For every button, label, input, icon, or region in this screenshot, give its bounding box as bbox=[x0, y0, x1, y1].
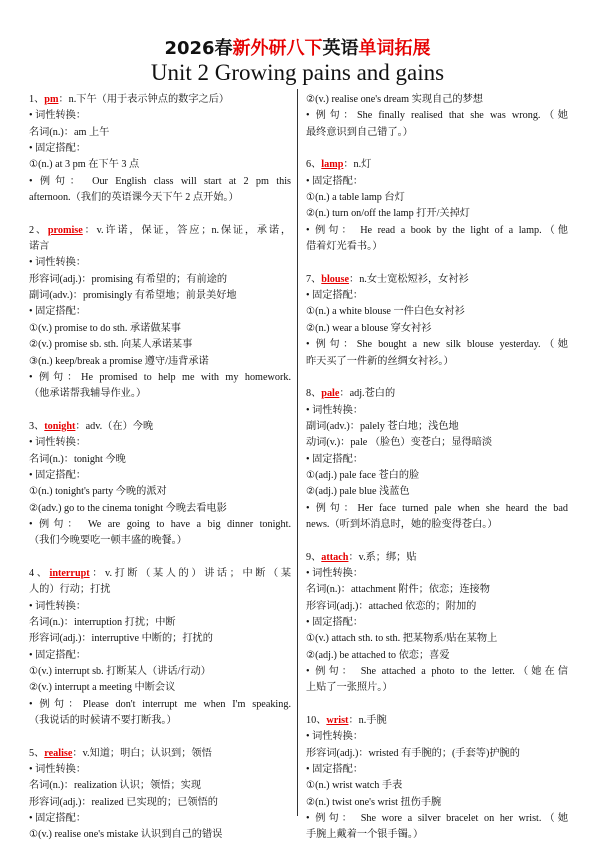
headword: interrupt bbox=[49, 567, 90, 579]
column-divider bbox=[297, 89, 298, 816]
page-title bbox=[0, 34, 595, 60]
entry-spacer bbox=[306, 533, 568, 549]
entry-line: 昨天买了一件新的丝绸女衬衫。） bbox=[306, 355, 454, 367]
entry-heading bbox=[29, 223, 291, 239]
entry-line: • 例句：She bought a new silk blouse yesterday.（她 bbox=[306, 339, 568, 351]
entry-line: 形容词(adj.)：attached 依恋的；附加的 bbox=[306, 600, 477, 612]
entry-number: 9、 bbox=[306, 551, 322, 563]
headword: wrist bbox=[326, 715, 349, 727]
entry-line: 动词(v.)：pale （脸色）变苍白；显得暗淡 bbox=[306, 437, 493, 449]
entry-heading bbox=[306, 272, 568, 288]
entry-line: • 例句： He read a book by the light of a lamp.（他 bbox=[306, 224, 568, 236]
headword: realise bbox=[44, 747, 73, 759]
entry-line: ①(n.) wrist watch 手表 bbox=[306, 780, 403, 792]
entry-line: • 词性转换： bbox=[29, 257, 87, 269]
entry-line: • 例句：She finally realised that she was wrong.（她 bbox=[306, 110, 568, 122]
entry-number: 5、 bbox=[29, 747, 45, 759]
entry-spacer bbox=[306, 697, 568, 713]
headword: lamp bbox=[321, 159, 344, 171]
entry-line: • 例句： We are going to have a big dinner tonight. bbox=[29, 518, 291, 530]
entry-line: （他承诺帮我辅导作业。） bbox=[29, 388, 147, 400]
entry-line: （我们今晚要吃一顿丰盛的晚餐。） bbox=[29, 535, 187, 547]
entry-number: 1、 bbox=[29, 94, 45, 105]
headword: promise bbox=[47, 224, 83, 236]
entry-line: 诺言 bbox=[29, 241, 50, 253]
entry-number: 2、 bbox=[29, 224, 48, 236]
entry-line: • 例句： Our English class will start at 2 pm this bbox=[29, 175, 291, 187]
entry-line: • 词性转换： bbox=[306, 404, 364, 416]
entry-spacer bbox=[306, 370, 568, 386]
entry-line: 名词(n.)：tonight 今晚 bbox=[29, 453, 126, 465]
entry-definition: ：v.系；绑；贴 bbox=[348, 551, 417, 563]
entry-line: • 词性转换： bbox=[29, 600, 87, 612]
headword: pm bbox=[44, 94, 59, 105]
entry-line: ①(n.) a white blouse 一件白色女衬衫 bbox=[306, 306, 465, 318]
entry-line: ③(n.) keep/break a promise 遵守/违背承诺 bbox=[29, 355, 209, 367]
entry-line: • 固定搭配： bbox=[29, 469, 87, 481]
entry-line: 人的）行动；打扰 bbox=[29, 584, 111, 596]
entry-line: • 固定搭配： bbox=[29, 306, 87, 318]
entry-line: ②(adj.) pale blue 浅蓝色 bbox=[306, 486, 410, 498]
title-year: 2026 bbox=[164, 38, 215, 59]
entry-line: • 词性转换： bbox=[306, 567, 364, 579]
entry-definition: ：v.许诺，保证，答应；n.保证，承诺， bbox=[82, 224, 292, 236]
entry-line: • 例句：Please don't interrupt me when I'm speaking. bbox=[29, 698, 291, 710]
entry-line: ②(adj.) be attached to 依恋；喜爱 bbox=[306, 649, 450, 661]
entry-line: • 固定搭配： bbox=[306, 764, 364, 776]
entry-line: ①(v.) interrupt sb. 打断某人（讲话/行动） bbox=[29, 666, 211, 678]
entry-number: 8、 bbox=[306, 388, 322, 400]
entry-spacer bbox=[29, 550, 291, 566]
headword: pale bbox=[321, 388, 340, 400]
entry-definition: ：n.下午（用于表示钟点的数字之后） bbox=[58, 94, 230, 105]
entry-definition: ：n.女士宽松短衫，女衬衫 bbox=[349, 273, 469, 285]
entry-line: 副词(adv.)：promisingly 有希望地；前景美好地 bbox=[29, 290, 237, 302]
entry-line: • 固定搭配： bbox=[306, 453, 364, 465]
unit-title: Unit 2 Growing pains and gains bbox=[150, 60, 445, 85]
entry-heading bbox=[29, 419, 291, 435]
entry-heading bbox=[29, 746, 291, 762]
entry-line: ①(v.) realise one's mistake 认识到自己的错误 bbox=[29, 829, 223, 841]
entry-line: • 固定搭配： bbox=[306, 617, 364, 628]
entry-number: 10、 bbox=[306, 715, 327, 727]
entry-line: • 词性转换： bbox=[29, 110, 87, 122]
entry-spacer bbox=[306, 255, 568, 271]
entry-heading bbox=[306, 157, 568, 173]
entry-line: 名词(n.)：interruption 打扰；中断 bbox=[29, 617, 176, 628]
entry-line: ②(n.) twist one's wrist 扭伤手腕 bbox=[306, 796, 442, 808]
entry-spacer bbox=[29, 403, 291, 419]
entry-heading bbox=[29, 566, 291, 582]
entry-line: • 固定搭配： bbox=[306, 175, 364, 187]
entry-line: ①(v.) promise to do sth. 承诺做某事 bbox=[29, 322, 181, 334]
entry-line: 上贴了一张照片。） bbox=[306, 682, 393, 694]
entry-heading bbox=[306, 386, 568, 402]
entry-number: 7、 bbox=[306, 273, 322, 285]
entry-line: ①(adj.) pale face 苍白的脸 bbox=[306, 469, 420, 481]
entry-line: 形容词(adj.)：realized 已实现的；已领悟的 bbox=[29, 796, 218, 808]
entry-definition: ：adj.苍白的 bbox=[339, 388, 396, 400]
entry-line: • 词性转换： bbox=[306, 731, 364, 743]
entry-line: ②(n.) turn on/off the lamp 打开/关掉灯 bbox=[306, 208, 470, 220]
entry-line: 形容词(adj.)：promising 有希望的；有前途的 bbox=[29, 273, 228, 285]
headword: tonight bbox=[44, 420, 76, 432]
entry-number: 4、 bbox=[29, 567, 50, 579]
headword: blouse bbox=[321, 273, 350, 285]
entry-line: • 词性转换： bbox=[29, 437, 87, 449]
entry-line: • 例句： She attached a photo to the letter.（她在信 bbox=[306, 666, 568, 678]
entry-line: 名词(n.)：attachment 附件；依恋；连接物 bbox=[306, 584, 490, 596]
entry-line: • 固定搭配： bbox=[29, 649, 87, 661]
entry-line: 名词(n.)：realization 认识；领悟；实现 bbox=[29, 780, 202, 792]
entry-line: news.（听到坏消息时，她的脸变得苍白。） bbox=[306, 518, 498, 530]
entry-line: 最终意识到自己错了。） bbox=[306, 126, 413, 138]
entry-line: • 例句：Her face turned pale when she heard the bad bbox=[306, 502, 568, 514]
entry-definition: ：adv.（在）今晚 bbox=[75, 420, 154, 432]
title-series: 新外研八下 bbox=[232, 38, 323, 59]
entry-heading bbox=[306, 713, 568, 729]
entry-line: • 例句：He promised to help me with my homework. bbox=[29, 371, 291, 383]
entry-line: 名词(n.)：am 上午 bbox=[29, 126, 110, 138]
entry-line: • 例句： She wore a silver bracelet on her wrist.（她 bbox=[306, 813, 568, 825]
entry-definition: ：n.灯 bbox=[343, 159, 372, 171]
entry-line: • 固定搭配： bbox=[29, 813, 87, 825]
entry-line: ②(v.) promise sb. sth. 向某人承诺某事 bbox=[29, 339, 193, 351]
entry-line: • 固定搭配： bbox=[29, 143, 87, 155]
entry-definition: ：v.打断（某人的）讲话；中断（某 bbox=[89, 567, 292, 579]
entry-definition: ：v.知道；明白；认识到；领悟 bbox=[72, 747, 212, 759]
entry-line: ②(v.) realise one's dream 实现自己的梦想 bbox=[306, 94, 483, 105]
entry-line: ①(n.) tonight's party 今晚的派对 bbox=[29, 486, 167, 498]
entry-line: ②(v.) interrupt a meeting 中断会议 bbox=[29, 682, 176, 694]
title-topic: 单词拓展 bbox=[358, 38, 431, 59]
entry-line: ①(v.) attach sth. to sth. 把某物系/贴在某物上 bbox=[306, 633, 498, 645]
entry-number: 6、 bbox=[306, 159, 322, 171]
entry-line: ②(n.) wear a blouse 穿女衬衫 bbox=[306, 322, 432, 334]
entry-line: afternoon.（我们的英语课今天下午 2 点开始。） bbox=[29, 192, 239, 204]
entry-heading bbox=[306, 550, 568, 566]
entry-line: • 词性转换： bbox=[29, 764, 87, 776]
entry-line: ②(adv.) go to the cinema tonight 今晚去看电影 bbox=[29, 502, 227, 514]
title-spring: 春 bbox=[214, 38, 233, 59]
entry-heading bbox=[29, 92, 291, 108]
headword: attach bbox=[321, 551, 349, 563]
entry-line: ①(n.) at 3 pm 在下午 3 点 bbox=[29, 159, 140, 171]
entry-line: ①(n.) a table lamp 台灯 bbox=[306, 192, 405, 204]
entry-number: 3、 bbox=[29, 420, 45, 432]
entry-line: 手腕上戴着一个银手镯。） bbox=[306, 829, 424, 841]
title-subject: 英语 bbox=[322, 38, 359, 59]
entry-line: 借着灯光看书。） bbox=[306, 241, 383, 253]
left-column bbox=[29, 92, 291, 844]
right-column bbox=[306, 92, 568, 844]
entry-line: • 固定搭配： bbox=[306, 290, 364, 302]
entry-line: （我说话的时候请不要打断我。） bbox=[29, 715, 177, 727]
entry-line: 形容词(adj.)：wristed 有手腕的；(手套等)护腕的 bbox=[306, 747, 520, 759]
entry-line: 副词(adv.)：palely 苍白地；浅色地 bbox=[306, 420, 459, 432]
entry-spacer bbox=[306, 141, 568, 157]
entry-spacer bbox=[29, 206, 291, 222]
entry-definition: ：n.手腕 bbox=[348, 715, 387, 727]
entry-line: 形容词(adj.)：interruptive 中断的；打扰的 bbox=[29, 633, 213, 645]
entry-spacer bbox=[29, 729, 291, 745]
